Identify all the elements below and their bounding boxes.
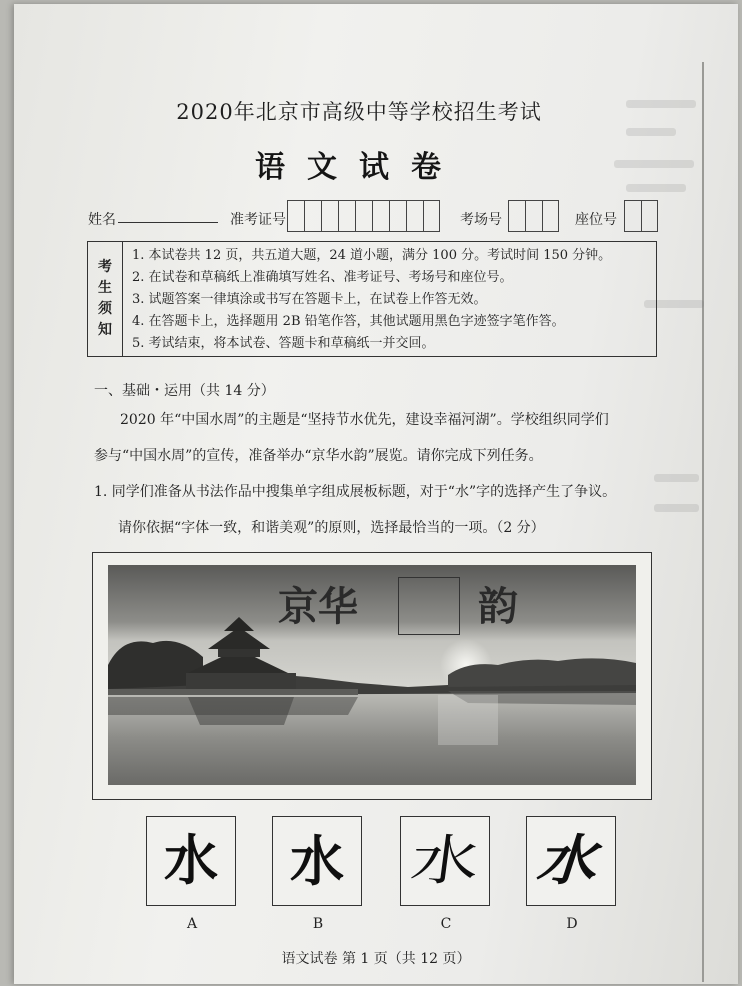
notice-item: 1. 本试卷共 12 页，共五道大题，24 道小题，满分 100 分。考试时间 150 分钟。 [132,248,612,263]
bleed-through-mark [654,504,699,512]
option-c-letter: C [440,916,452,932]
banner-title-left: 京华 [278,583,358,630]
exam-title: 2020年北京市高级中等学校招生考试 [176,100,542,124]
exam-number-label: 准考证号 [230,212,286,228]
exhibition-banner-photo [108,565,636,785]
option-c-glyph: 水 [407,829,483,892]
exam-room-field[interactable] [508,200,559,232]
option-d-glyph: 水 [531,829,612,892]
option-b-letter: B [312,916,324,932]
intro-line: 参与“中国水周”的宣传，准备举办“京华水韵”展览。请你完成下列任务。 [94,448,543,464]
option-d-calligraphy-box[interactable] [526,816,616,906]
seat-label: 座位号 [575,212,617,228]
page-footer: 语文试卷 第 1 页（共 12 页） [281,951,471,967]
option-c-calligraphy-box[interactable] [400,816,490,906]
exam-page [14,4,738,984]
option-a-letter: A [186,916,198,932]
exam-number-field[interactable] [287,200,440,232]
name-label: 姓名 [88,212,116,228]
option-b-glyph: 水 [290,829,344,893]
notice-item: 2. 在试卷和草稿纸上准确填写姓名、准考证号、考场号和座位号。 [132,270,513,285]
notice-item: 3. 试题答案一律填涂或书写在答题卡上，在试卷上作答无效。 [132,292,487,307]
option-c[interactable] [400,816,492,932]
option-a[interactable] [146,816,238,932]
subject-title: 语文试卷 [255,150,463,185]
question-1-line: 请你依据“字体一致，和谐美观”的原则，选择最恰当的一项。（2 分） [118,520,545,536]
candidate-notice-box [87,241,657,357]
notice-item: 4. 在答题卡上，选择题用 2B 铅笔作答，其他试题用黑色字迹签字笔作答。 [132,314,565,329]
question-1-line: 1. 同学们准备从书法作品中搜集单字组成展板标题，对于“水”字的选择产生了争议。 [94,484,617,500]
palace-moat-photo [108,565,636,785]
notice-heading: 考 生 须 知 [88,242,123,356]
notice-list [132,245,611,355]
option-d[interactable] [526,816,618,932]
page-fold-shadow [702,62,704,982]
candidate-info-row [88,200,688,236]
option-b-calligraphy-box[interactable] [272,816,362,906]
section-title: 一、基础・运用（共 14 分） [94,383,275,399]
bleed-through-mark [626,128,676,136]
option-a-calligraphy-box[interactable] [146,816,236,906]
option-a-glyph: 水 [164,829,218,892]
seat-field[interactable] [624,200,658,232]
exam-room-label: 考场号 [460,212,502,228]
exhibition-banner-frame [92,552,652,800]
name-field[interactable] [118,222,218,223]
banner-blank-character-slot[interactable] [398,577,460,635]
bleed-through-mark [654,474,699,482]
option-d-letter: D [566,916,578,932]
notice-item: 5. 考试结束，将本试卷、答题卡和草稿纸一并交回。 [132,336,435,351]
option-b[interactable] [272,816,364,932]
intro-line: 2020 年“中国水周”的主题是“坚持节水优先，建设幸福河湖”。学校组织同学们 [120,412,609,428]
banner-title-right: 韵 [478,583,518,630]
